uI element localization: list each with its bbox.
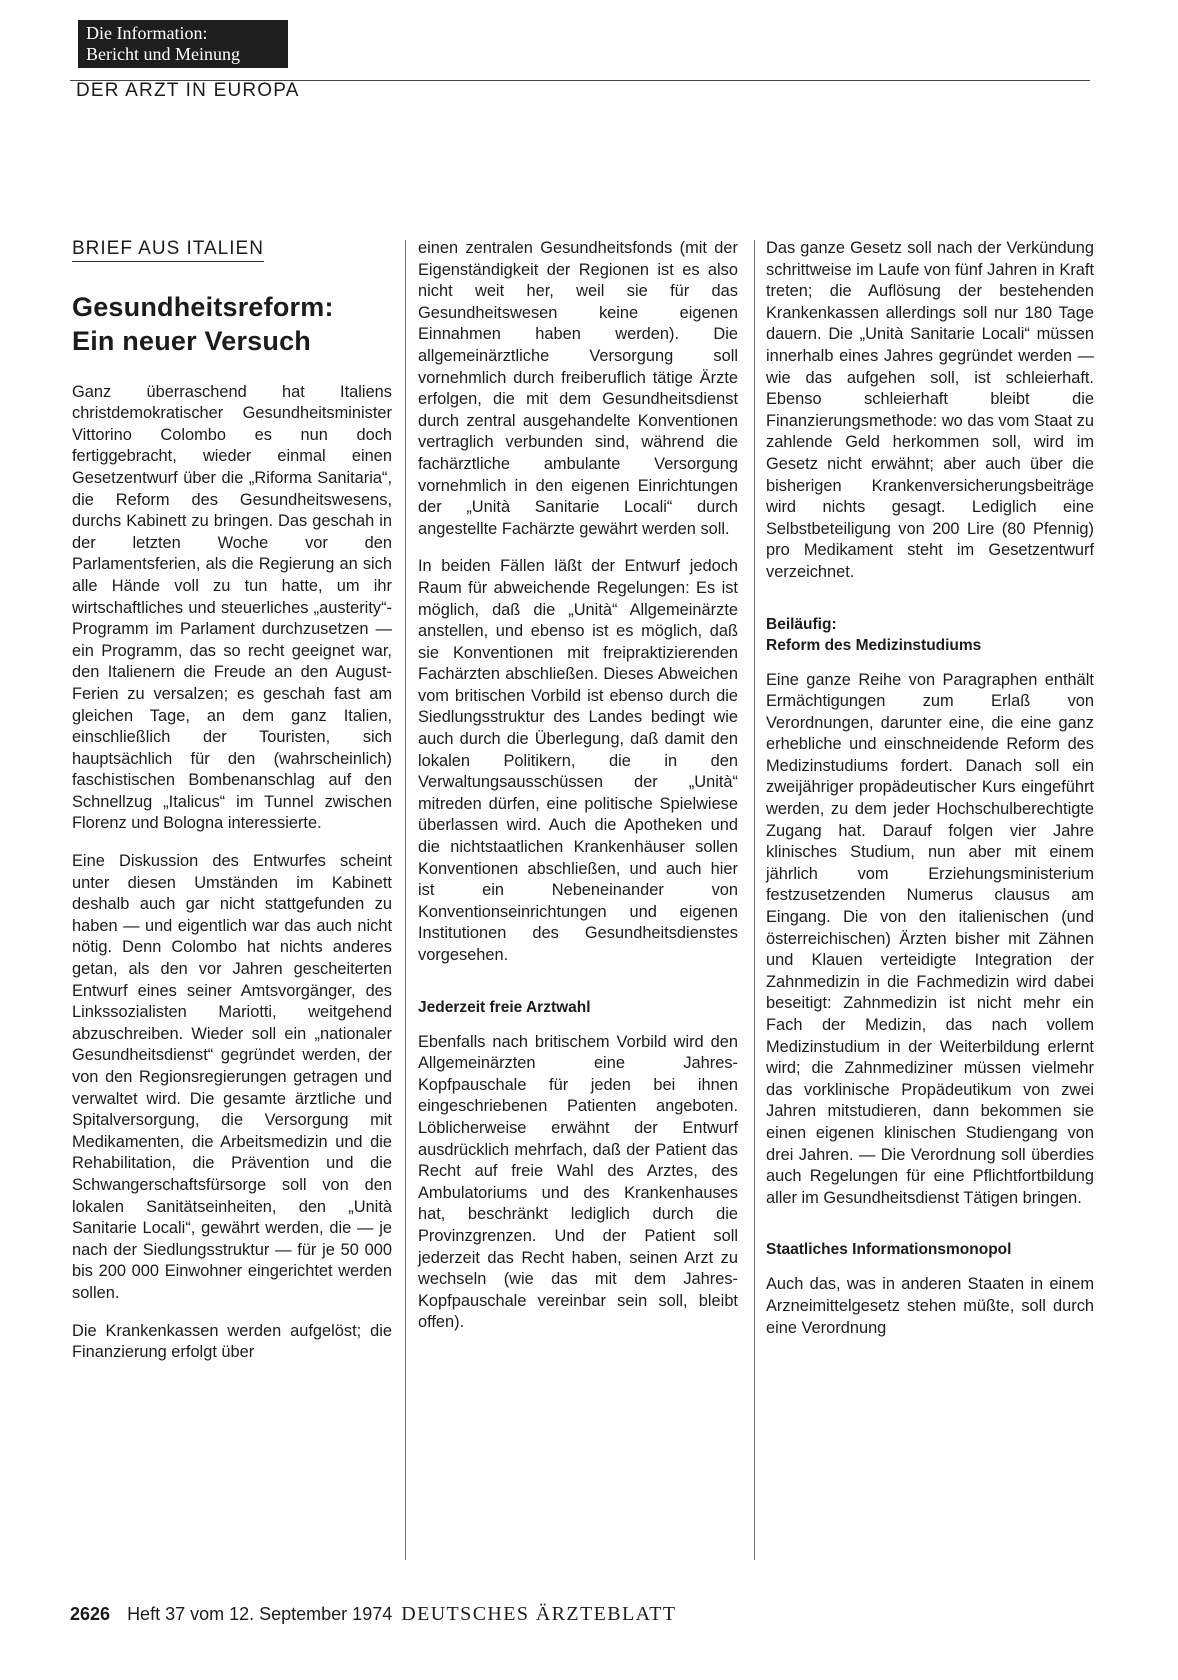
masthead-line-2: Bericht und Meinung (86, 44, 240, 64)
section-label: DER ARZT IN EUROPA (76, 80, 300, 101)
paragraph: In beiden Fällen läßt der Entwurf jedoch Raum für abweichende Regelungen: Es ist möglich, daß die „Unità“ Allgemeinärzte anstellen, und ebenso ist es möglich, daß sie Konventionen mit freipraktizierenden Fachärzten abschließen. Dieses Abweichen vom britischen Vorbild ist ebenso durch die Siedlungsstruktur des Landes bedingt wie auch durch die Überlegung, daß damit den lokalen Politikern, die in den Verwaltungsausschüssen der „Unità“ mitreden dürfen, eine politische Spielwiese überlassen wird. Auch die Apotheken und die nichtstaatlichen Krankenhäuser sollen Konventionen abschließen, und auch hier ist ein Nebeneinander von Konventionseinrichtungen und eigenen Institutionen des Gesundheitsdienstes vorgesehen. (418, 557, 738, 964)
paragraph: Das ganze Gesetz soll nach der Verkündung schrittweise im Laufe von fünf Jahren in Kraft treten; die Auflösung der bestehenden Krankenkassen allerdings soll nur 180 Tage dauern. Die „Unità Sanitarie Locali“ müssen innerhalb eines Jahres gegründet werden — wie das aufgehen soll, ist schleierhaft. Ebenso schleierhaft bleibt die Finanzierungsmethode: wo das vom Staat zu zahlende Geld herkommen soll, wird im Gesetz nicht erwähnt; aber auch über die bisherigen Krankenversicherungsbeiträge wird nichts gesagt. Lediglich eine Selbstbeteiligung von 200 Lire (80 Pfennig) pro Medikament steht im Gesetzentwurf verzeichnet. (766, 239, 1094, 581)
paragraph: einen zentralen Gesundheitsfonds (mit der Eigenständigkeit der Regionen ist es also nicht weit her, weil sie für das Gesundheitswesen keine eigenen Einnahmen haben werden). Die allgemeinärztliche Versorgung soll vornehmlich durch freiberuflich tätige Ärzte erfolgen, die mit dem Gesundheitsdienst durch zentral ausgehandelte Konventionen vertraglich verbunden sind, während die fachärztliche ambulante Versorgung vornehmlich in den eigenen Einrichtungen der „Unità Sanitarie Locali“ durch angestellte Fachärzte gewährt werden soll. (418, 239, 738, 538)
paragraph: Die Krankenkassen werden aufgelöst; die Finanzierung erfolgt über (72, 1321, 392, 1362)
paragraph: Eine ganze Reihe von Paragraphen enthält Ermächtigungen zum Erlaß von Verordnungen, darunter eine, die eine ganz erhebliche und einschneidende Reform des Medizinstudiums fordert. Danach soll ein zweijähriger propädeutischer Kurs eingeführt werden, zu dem jeder Hochschulberechtigte Zugang hat. Darauf folgen vier Jahre klinisches Studium, nun aber mit einem jährlich vom Erziehungsministerium festzusetzenden Numerus clausus am Eingang. Die von den italienischen (und österreichischen) Ärzten bisher mit Zähnen und Klauen verteidigte Integration der Zahnmedizin in die Fachmedizin wird dabei beseitigt: Zahnmedizin ist nicht mehr ein Fach der Medizin, das nach vollem Medizinstudium in der Weiterbildung erlernt wird; die Zahnmediziner müssen vielmehr das vorklinische Propädeutikum von zwei Jahren mitstudieren, dann bekommen sie einen eigenen klinischen Studiengang von drei Jahren. — Die Verordnung soll überdies auch Regelungen für eine Pflichtfortbildung aller im Gesundheitsdienst Tätigen bringen. (766, 670, 1094, 1207)
paragraph: Eine Diskussion des Entwurfes scheint unter diesen Umständen im Kabinett deshalb auch gar nicht stattgefunden zu haben — und eigentlich war das auch nicht nötig. Denn Colombo hat nichts anderes getan, als den vor Jahren gescheiterten Entwurf eines seiner Amtsvorgänger, des Linkssozialisten Mariotti, weitgehend abzuschreiben. Wieder soll ein „nationaler Gesundheitsdienst“ gegründet werden, der von den Regionsregierungen getragen und verwaltet wird. Die gesamte ärztliche und Spitalversorgung, die Versorgung mit Medikamenten, die Arbeitsmedizin und die Rehabilitation, die Prävention und die Schwangerschaftsfürsorge soll von den lokalen Sanitätseinheiten, den „Unità Sanitarie Locali“, gewährt werden, die — je nach der Siedlungsstruktur — für je 50 000 bis 200 000 Einwohner eingerichtet werden sollen. (72, 852, 392, 1302)
subheading: Staatliches Informationsmonopol (766, 1241, 1012, 1259)
subheading: Jederzeit freie Arztwahl (418, 998, 591, 1016)
article-column-3 (766, 238, 1094, 1355)
article-column-2 (418, 238, 738, 1350)
subheading (766, 614, 1094, 656)
page-footer (70, 1603, 676, 1626)
headline-line-1: Gesundheitsreform: (72, 291, 334, 322)
article-kicker: BRIEF AUS ITALIEN (72, 238, 264, 262)
article-headline (72, 290, 392, 358)
column-divider (405, 240, 406, 1560)
paragraph: Ganz überraschend hat Italiens christdemokratischer Gesundheitsminister Vittorino Colombo es nun doch fertiggebracht, wieder einmal einen Gesetzentwurf über die „Riforma Sanitaria“, die Reform des Gesundheitswesens, durchs Kabinett zu bringen. Das geschah in der letzten Woche vor den Parlamentsferien, als die Regierung an sich alle Hände voll zu tun hatte, um ihr wirtschaftliches und steuerliches „austerity“-Programm im Parlament durchzusetzen — ein Programm, das so recht geeignet war, den Italienern die Freude an den August-Ferien zu versalzen; es geschah fast am gleichen Tage, an dem ganz Italien, einschließlich der Touristen, sich hauptsächlich für den (wahrscheinlich) faschistischen Bombenanschlag auf den Schnellzug „Italicus“ im Tunnel zwischen Florenz und Bologna interessierte. (72, 382, 392, 833)
article-column-1 (72, 238, 392, 1380)
paragraph: Ebenfalls nach britischem Vorbild wird den Allgemeinärzten eine Jahres-Kopfpauschale für jeden bei ihnen eingeschriebenen Patienten angeboten. Löblicherweise erwähnt der Entwurf ausdrücklich mehrfach, daß der Patient das Recht auf freie Wahl des Arztes, des Ambulatoriums und des Krankenhauses hat, beschränkt lediglich durch die Provinzgrenzen. Und der Patient soll jederzeit das Recht haben, seinen Arzt zu wechseln (wie das mit dem Jahres-Kopfpauschale vereinbar sein soll, bleibt offen). (418, 1032, 738, 1332)
subheading-line-1: Beiläufig: (766, 615, 837, 633)
column-divider (754, 240, 755, 1560)
headline-line-2: Ein neuer Versuch (72, 325, 311, 356)
issue-info: Heft 37 vom 12. September 1974 (127, 1604, 393, 1624)
masthead-line-1: Die Information: (86, 23, 208, 43)
masthead (78, 20, 288, 68)
page-number: 2626 (70, 1604, 111, 1624)
subheading-line-2: Reform des Medizinstudiums (766, 636, 982, 654)
journal-title: DEUTSCHES ÄRZTEBLATT (401, 1603, 677, 1625)
paragraph: Auch das, was in anderen Staaten in einem Arzneimittelgesetz stehen müßte, soll durch eine Verordnung (766, 1275, 1094, 1337)
